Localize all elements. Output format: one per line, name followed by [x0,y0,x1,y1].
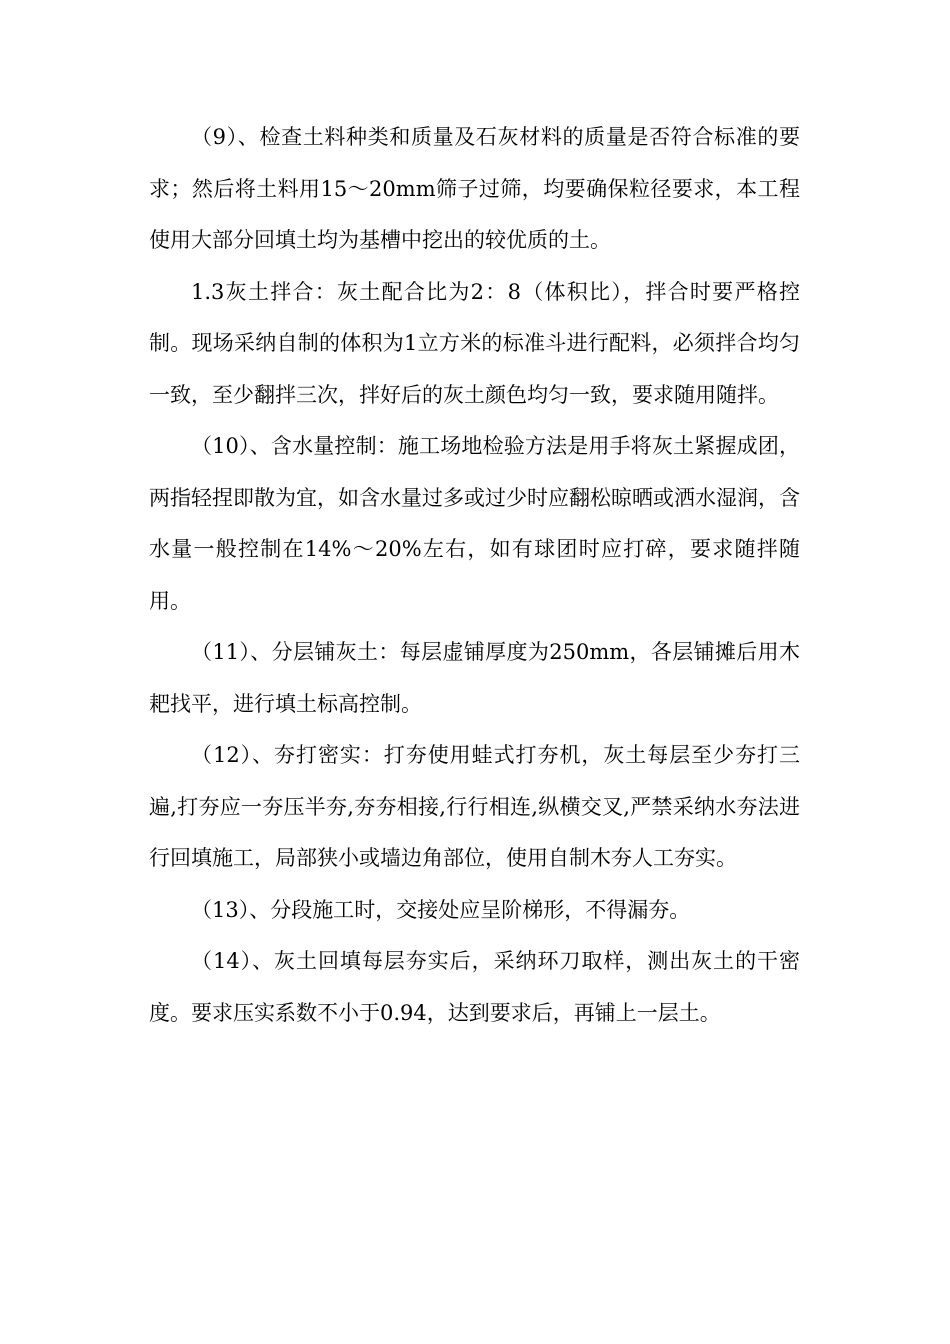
paragraph-item-11: （11）、分层铺灰土：每层虚铺厚度为250mm，各层铺摊后用木耙找平，进行填土标高控制。 [149,640,800,716]
paragraph-item-14: （14）、灰土回填每层夯实后，采纳环刀取样，测出灰土的干密度。要求压实系数不小于0.94，达到要求后，再铺上一层土。 [149,949,800,1025]
document-body [149,112,800,1039]
paragraph-item-10: （10）、含水量控制：施工场地检验方法是用手将灰土紧握成团，两指轻捏即散为宜，如含水量过多或过少时应翻松晾晒或洒水湿润，含水量一般控制在14%～20%左右，如有球团时应打碎，要求随拌随用。 [149,434,800,613]
paragraph-item-9: （9）、检查土料种类和质量及石灰材料的质量是否符合标准的要求；然后将土料用15～20mm筛子过筛，均要确保粒径要求，本工程使用大部分回填土均为基槽中挖出的较优质的土。 [149,125,800,252]
paragraph-lime-soil-mixing: 1.3灰土拌合：灰土配合比为2：8（体积比），拌合时要严格控制。现场采纳自制的体积为1立方米的标准斗进行配料，必须拌合均匀一致，至少翻拌三次，拌好后的灰土颜色均匀一致，要求随用随拌。 [149,279,800,407]
paragraph-item-13: （13）、分段施工时，交接处应呈阶梯形，不得漏夯。 [191,897,691,922]
paragraph-item-12: （12）、夯打密实：打夯使用蛙式打夯机，灰土每层至少夯打三遍,打夯应一夯压半夯,夯夯相接,行行相连,纵横交叉,严禁采纳水夯法进行回填施工，局部狭小或墙边角部位，使用自制木夯人工夯实。 [149,743,800,870]
